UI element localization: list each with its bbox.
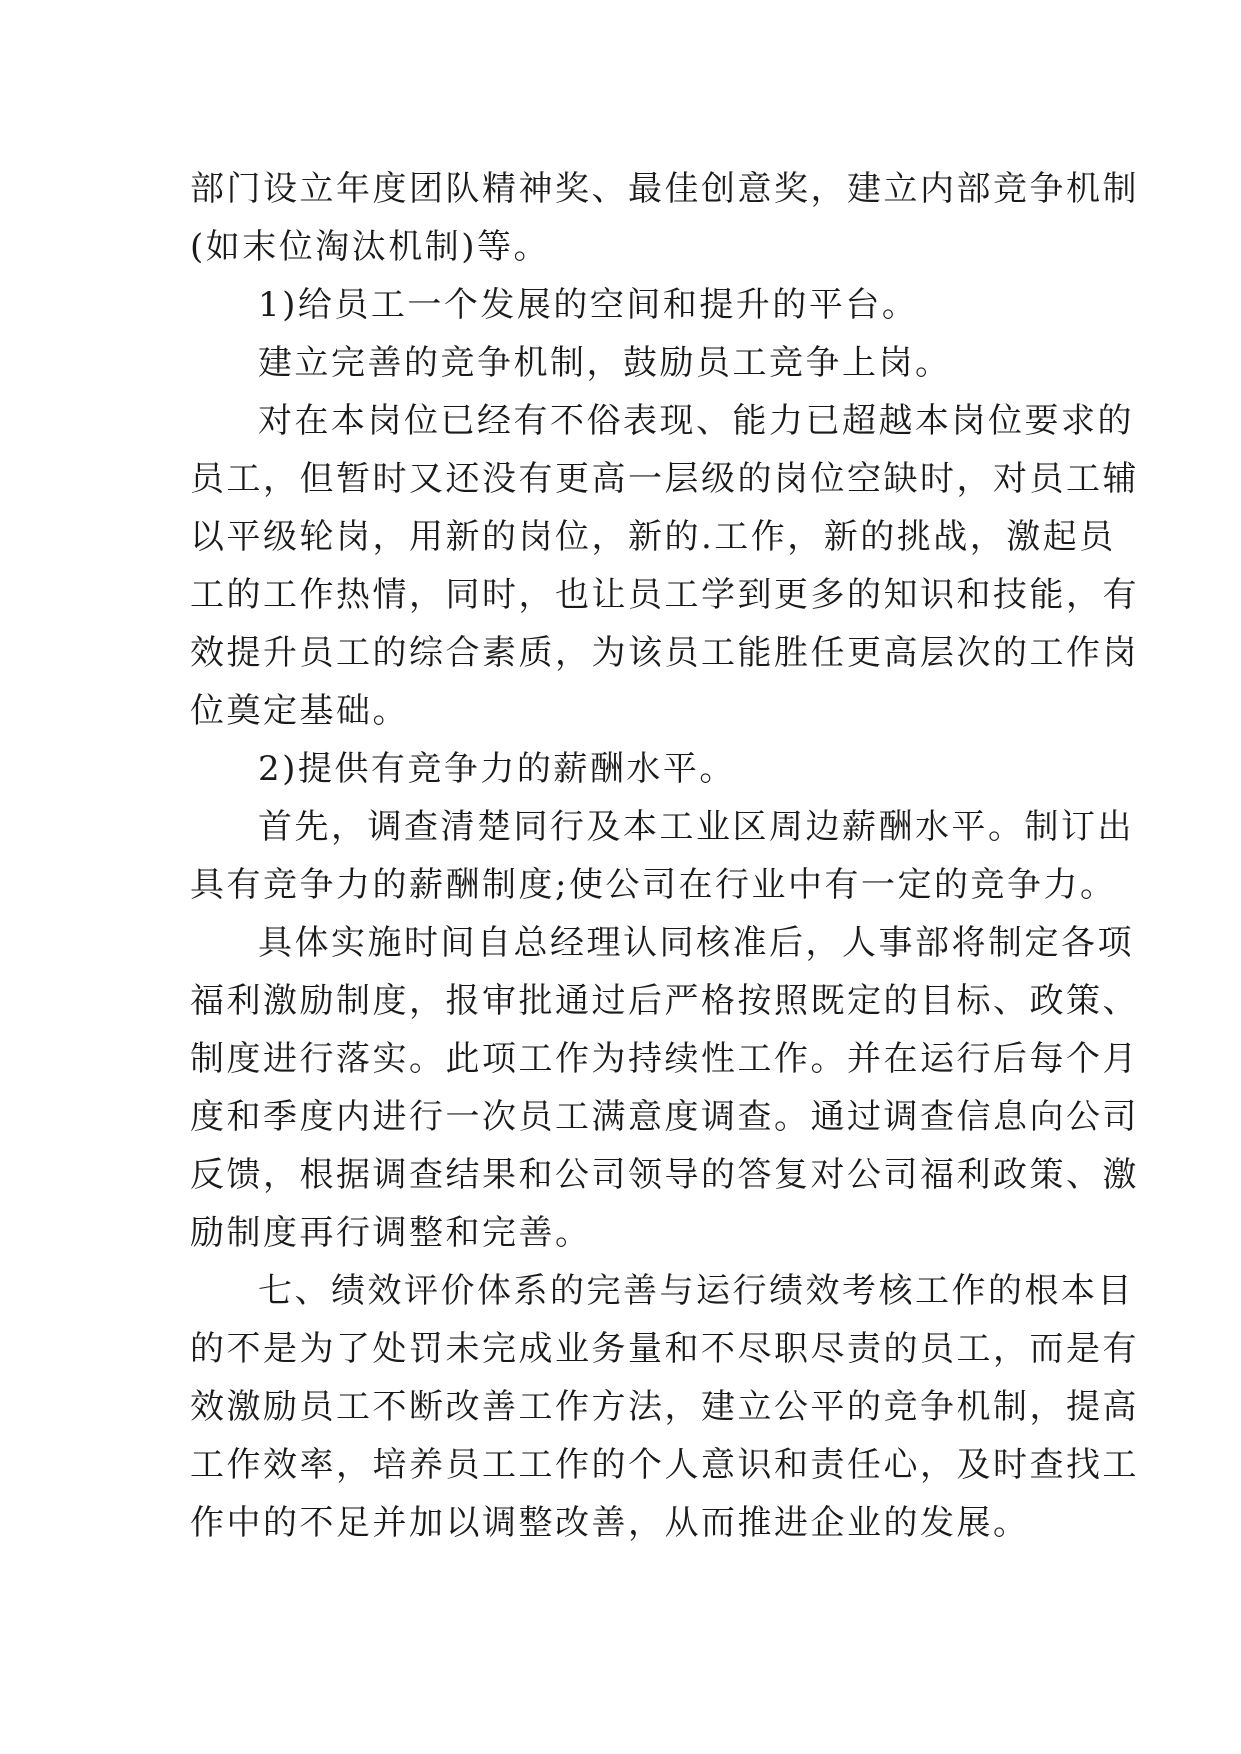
- text-line: 度和季度内进行一次员工满意度调查。通过调查信息向公司: [190, 1097, 1139, 1137]
- text-line: 以平级轮岗，用新的岗位，新的.工作，新的挑战，激起员: [190, 517, 1116, 557]
- text-line: (如末位淘汰机制)等。: [190, 227, 551, 267]
- text-line: 1)给员工一个发展的空间和提升的平台。: [258, 285, 919, 325]
- text-line: 对在本岗位已经有不俗表现、能力已超越本岗位要求的: [258, 401, 1134, 441]
- text-line: 首先，调查清楚同行及本工业区周边薪酬水平。制订出: [258, 807, 1134, 847]
- text-line: 具有竞争力的薪酬制度;使公司在行业中有一定的竞争力。: [190, 865, 1117, 905]
- text-line: 2)提供有竞争力的薪酬水平。: [258, 749, 736, 789]
- text-line: 部门设立年度团队精神奖、最佳创意奖，建立内部竞争机制: [190, 169, 1139, 209]
- text-line: 七、绩效评价体系的完善与运行绩效考核工作的根本目: [258, 1271, 1134, 1311]
- body-text: [190, 160, 1139, 1552]
- text-line: 工作效率，培养员工工作的个人意识和责任心，及时查找工: [190, 1445, 1139, 1485]
- text-line: 建立完善的竞争机制，鼓励员工竞争上岗。: [258, 343, 952, 383]
- text-line: 位奠定基础。: [190, 691, 409, 731]
- text-line: 效提升员工的综合素质，为该员工能胜任更高层次的工作岗: [190, 633, 1139, 673]
- text-line: 的不是为了处罚未完成业务量和不尽职尽责的员工，而是有: [190, 1329, 1139, 1369]
- text-line: 反馈，根据调查结果和公司领导的答复对公司福利政策、激: [190, 1155, 1139, 1195]
- text-line: 具体实施时间自总经理认同核准后，人事部将制定各项: [258, 923, 1134, 963]
- text-line: 工的工作热情，同时，也让员工学到更多的知识和技能，有: [190, 575, 1139, 615]
- text-line: 作中的不足并加以调整改善，从而推进企业的发展。: [190, 1503, 1030, 1543]
- text-line: 励制度再行调整和完善。: [190, 1213, 592, 1253]
- text-line: 福利激励制度，报审批通过后严格按照既定的目标、政策、: [190, 981, 1139, 1021]
- text-line: 制度进行落实。此项工作为持续性工作。并在运行后每个月: [190, 1039, 1139, 1079]
- text-line: 效激励员工不断改善工作方法，建立公平的竞争机制，提高: [190, 1387, 1139, 1427]
- text-line: 员工，但暂时又还没有更高一层级的岗位空缺时，对员工辅: [190, 459, 1139, 499]
